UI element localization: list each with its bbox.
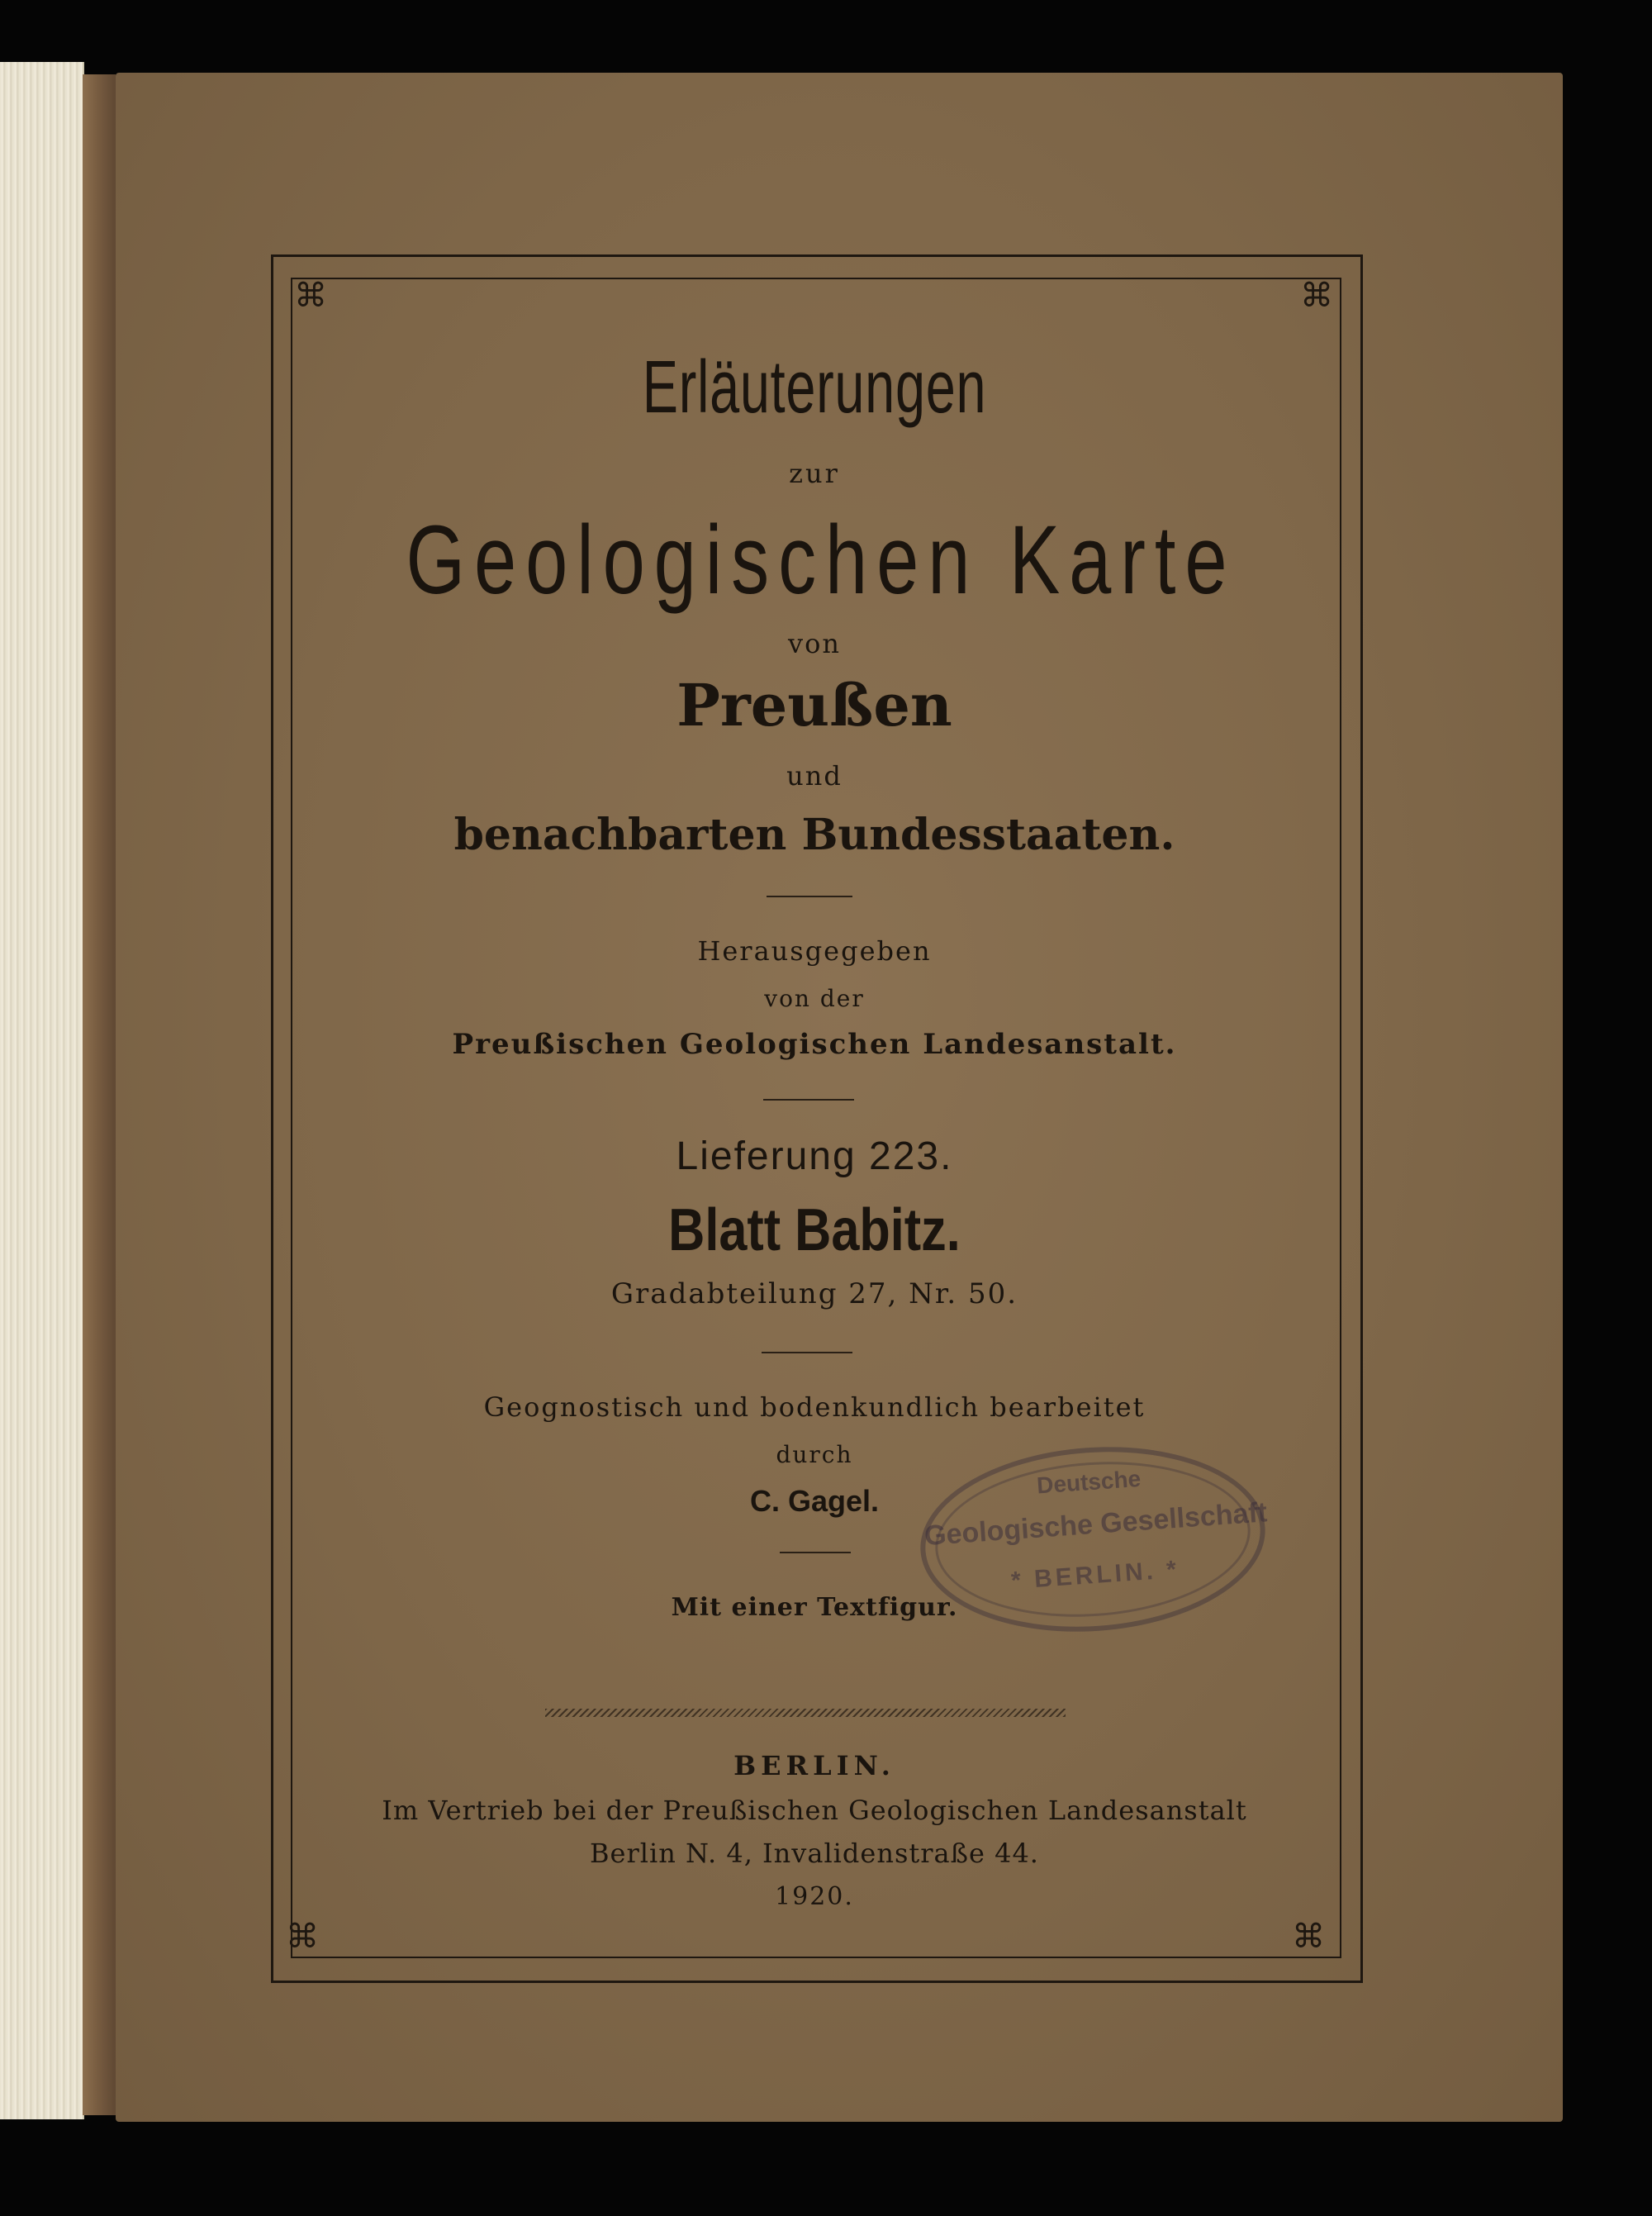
sheet-title: Blatt Babitz. [668, 1197, 961, 1263]
delivery-number: Lieferung 223. [676, 1134, 953, 1178]
stamp-line-1: Deutsche [1036, 1465, 1142, 1499]
corner-ornament-icon: ⌘ [294, 277, 327, 315]
publisher-intro: Herausgegeben [697, 935, 932, 967]
divider [763, 1099, 854, 1101]
cover-und: und [786, 760, 843, 792]
figure-note: Mit einer Textfigur. [671, 1593, 958, 1622]
cover-zur: zur [789, 458, 840, 489]
cover-title: Erläuterungen [642, 346, 987, 429]
publication-place: BERLIN. [733, 1750, 895, 1781]
worked-by-durch: durch [776, 1441, 853, 1468]
cover-region-extra: benachbarten Bundesstaaten. [453, 810, 1175, 860]
grade-division: Gradabteilung 27, Nr. 50. [610, 1277, 1018, 1310]
author-name: C. Gagel. [749, 1484, 880, 1518]
publisher-name: Preußischen Geologischen Landesanstalt. [452, 1028, 1177, 1061]
divider [780, 1552, 851, 1553]
divider [767, 896, 852, 897]
distribution-line: Im Vertrieb bei der Preußischen Geologischen Landesanstalt [382, 1795, 1247, 1826]
corner-ornament-icon: ⌘ [1300, 277, 1333, 315]
publisher-von-der: von der [764, 985, 865, 1012]
divider [762, 1352, 852, 1353]
address-line: Berlin N. 4, Invalidenstraße 44. [590, 1838, 1039, 1869]
stamp-line-3: * BERLIN. * [1010, 1555, 1180, 1595]
spine-edge [83, 74, 116, 2115]
wavy-divider [545, 1709, 1066, 1717]
corner-ornament-icon: ⌘ [1292, 1918, 1325, 1956]
publication-year: 1920. [775, 1882, 854, 1911]
stamp-line-2: Geologische Gesellschaft [923, 1496, 1269, 1553]
cover-von: von [788, 628, 841, 659]
corner-ornament-icon: ⌘ [286, 1918, 319, 1956]
book-spine [0, 62, 84, 2119]
cover-region: Preußen [676, 671, 952, 739]
worked-by: Geognostisch und bodenkundlich bearbeitet [483, 1391, 1146, 1423]
cover-subject: Geologischen Karte [406, 506, 1237, 615]
